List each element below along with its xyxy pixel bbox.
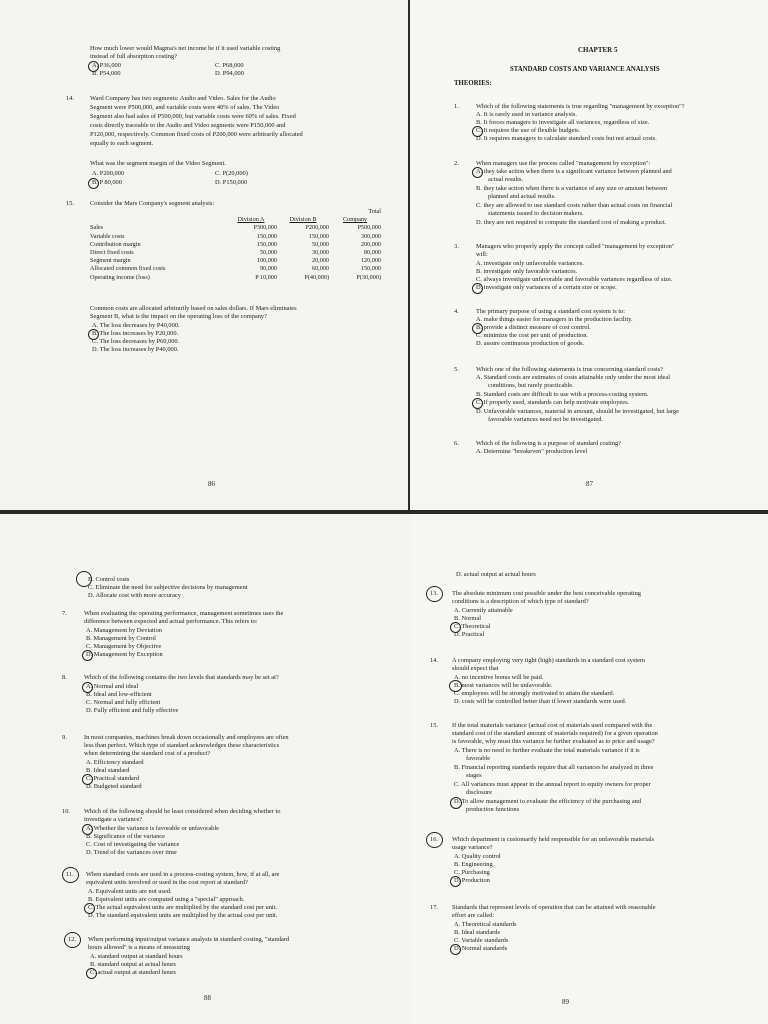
- choice: D. P150,000: [215, 179, 248, 186]
- choice: A. P200,000: [92, 170, 125, 177]
- choice: C. actual output at standard hours: [90, 969, 176, 976]
- choice: D. costs will be controlled better than if lower standards were used.: [454, 698, 627, 705]
- choice: B. Significance of the variance: [86, 833, 165, 840]
- question-number: 9.: [62, 734, 67, 741]
- answer-circle: [472, 323, 483, 334]
- question-number: 13.: [430, 590, 438, 597]
- question-number: 7.: [62, 610, 67, 617]
- table-header: Division A: [237, 216, 265, 224]
- question-circle: [62, 867, 79, 883]
- choice: D. Fully efficient and fully effective: [86, 707, 179, 714]
- question-text: less than perfect. Which type of standard acknowledges these characteristics: [84, 742, 280, 749]
- answer-circle: [449, 680, 462, 692]
- choice: D. actual output at actual hours: [456, 571, 536, 578]
- answer-circle: [472, 283, 483, 294]
- page-86: [0, 0, 410, 510]
- question-text: When standard costs are used in a process-costing system, how, if at all, are: [86, 871, 280, 878]
- choice: A. Management by Deviation: [86, 627, 162, 634]
- answer-circle: [82, 682, 93, 693]
- choice: C. Normal and fully efficient: [86, 699, 161, 706]
- choice: D. To allow management to evaluate the efficiency of the purchasing and: [454, 798, 642, 805]
- answer-circle: [82, 774, 93, 785]
- section-heading: THEORIES:: [454, 80, 492, 87]
- choice: B. Normal: [454, 615, 481, 622]
- question-text: Which department is customarily held responsible for an unfavorable materials: [452, 836, 655, 843]
- table-row: Allocated common fixed costs 90,000 60,000 150,000: [90, 265, 381, 273]
- choice: B. Equivalent units are computed using a "special" approach.: [88, 896, 245, 903]
- choice: B. Control costs: [88, 576, 130, 583]
- question-number: 15.: [430, 722, 438, 729]
- choice: D. Trend of the variances over time: [86, 849, 177, 856]
- question-text: Consider the Mars Company's segment analysis:: [90, 200, 215, 207]
- choice: A. Determine "breakeven" production level: [476, 448, 588, 455]
- choice: C. The actual equivalent units are multiplied by the standard cost per unit.: [88, 904, 278, 911]
- choice: B. investigate only favorable variances.: [476, 268, 578, 275]
- question-number: 14.: [66, 95, 74, 102]
- question-text: is favorable, why must this variance be further evaluated as to price and usage?: [452, 738, 655, 745]
- question-number: 5.: [454, 366, 459, 373]
- page-87: [410, 0, 768, 512]
- question-text: when determining the standard cost of a product?: [84, 750, 211, 757]
- table-row: Sales P300,000 P200,000 P500,000: [90, 224, 381, 232]
- question-text: Standards that represent levels of operation that can be attained with reasonable: [452, 904, 656, 911]
- question-text: What was the segment margin of the Video Segment.: [90, 160, 226, 167]
- choice: C. It requires the use of flexible budgets.: [476, 127, 581, 134]
- question-text: Segment also had sales of P500,000, but variable costs were 60% of sales. Fixed: [90, 113, 296, 120]
- answer-circle: [88, 178, 99, 189]
- choice: planned and actual results.: [488, 193, 556, 200]
- choice: favorable variances need not be investigated.: [488, 416, 603, 423]
- answer-circle: [472, 126, 483, 137]
- question-text: Which of the following contains the two levels that standards may be set at?: [84, 674, 279, 681]
- choice: C. Variable standards: [454, 937, 509, 944]
- question-number: 16.: [430, 836, 438, 843]
- question-circle: [64, 932, 81, 948]
- question-text: standard cost of the standard amount of materials required) for a given operation: [452, 730, 658, 737]
- question-number: 17.: [430, 904, 438, 911]
- choice: A. Currently attainable: [454, 607, 513, 614]
- question-text: conditions is a description of which type of standard?: [452, 598, 589, 605]
- choice: production functions: [466, 806, 520, 813]
- answer-circle: [450, 797, 462, 809]
- page-number: 87: [586, 480, 593, 488]
- choice: C. always investigate unfavorable and favorable variances regardless of size.: [476, 276, 673, 283]
- table-row: Segment margin 100,000 20,000 120,000: [90, 257, 381, 265]
- choice: A. Theoretical standards: [454, 921, 517, 928]
- choice: A. investigate only unfavorable variances.: [476, 260, 584, 267]
- question-text: should expect that: [452, 665, 499, 672]
- question-number: 6.: [454, 440, 459, 447]
- choice: C. If properly used, standards can help motivate employees.: [476, 399, 630, 406]
- choice: D. The loss increases by P40,000.: [92, 346, 179, 353]
- question-text: If the total materials variance (actual cost of materials used compared with the: [452, 722, 653, 729]
- choice: D. The standard equivalent units are multiplied by the actual cost per unit.: [88, 912, 278, 919]
- choice: B. provide a distinct measure of cost control.: [476, 324, 591, 331]
- choice: actual results.: [488, 176, 524, 183]
- choice: D. Management by Exception: [86, 651, 163, 658]
- choice: C. Management by Objective: [86, 643, 162, 650]
- question-number: 15.: [66, 200, 74, 207]
- question-text: effort are called:: [452, 912, 495, 919]
- choice: A. Equivalent units are not used.: [88, 888, 172, 895]
- question-text: Segment B, what is the impact on the operating loss of the company?: [90, 313, 267, 320]
- table-row: Direct fixed costs 50,000 30,000 80,000: [90, 248, 381, 256]
- answer-circle: [472, 167, 483, 178]
- answer-circle: [76, 571, 92, 587]
- choice: A. There is no need to further evaluate the total materials variance if it is: [454, 747, 640, 754]
- question-text: When evaluating the operating performance, management sometimes uses the: [84, 610, 284, 617]
- table-row: Contribution margin 150,000 50,000 200,000: [90, 240, 381, 248]
- table-header: Division B: [289, 216, 317, 224]
- question-text: A company employing very tight (high) standards in a standard cost system: [452, 657, 645, 664]
- choice: B. P54,000: [92, 70, 121, 77]
- choice: B. Financial reporting standards require that all variances be analyzed in three: [454, 764, 654, 771]
- question-text: Which one of the following statements is true concerning standard costs?: [476, 366, 664, 373]
- question-text: costs directly traceable to the Audio and Video segments were P150,000 and: [90, 122, 286, 129]
- answer-circle: [86, 968, 97, 979]
- question-text: Managers who properly apply the concept called "management by exception": [476, 243, 675, 250]
- choice: A. standard output at standard hours: [90, 953, 183, 960]
- choice: A. they take action when there is a significant variance between planned and: [476, 168, 672, 175]
- question-circle: [426, 586, 443, 602]
- question-text: When managers use the process called "management by exception":: [476, 160, 651, 167]
- answer-circle: [82, 824, 93, 835]
- question-number: 1.: [454, 103, 459, 110]
- question-text: instead of full absorption costing?: [90, 53, 177, 60]
- choice: D. It requires managers to calculate standard costs but not actual costs.: [476, 135, 657, 142]
- question-text: investigate a variance?: [84, 816, 143, 823]
- question-text: hours allowed" is a means of measuring: [88, 944, 190, 951]
- question-text: difference between expected and actual performance. This refers to:: [84, 618, 258, 625]
- chapter-heading: CHAPTER 5: [578, 46, 618, 54]
- choice: A. make things easier for managers in the production facility.: [476, 316, 633, 323]
- question-number: 14.: [430, 657, 438, 664]
- choice: A. P36,000: [92, 62, 121, 69]
- choice: A. Quality control: [454, 853, 501, 860]
- question-number: 3.: [454, 243, 459, 250]
- question-text: equally to each segment.: [90, 140, 154, 147]
- question-text: When performing input/output variance analysis in standard costing, "standard: [88, 936, 290, 943]
- question-text: Segment were P500,000, and variable costs were 40% of sales. The Video: [90, 104, 280, 111]
- answer-circle: [472, 398, 483, 409]
- choice: C. Practical standard: [86, 775, 140, 782]
- choice: B. The loss increases by P20,000.: [92, 330, 179, 337]
- choice: D. Production: [454, 877, 490, 884]
- choice: B. P 80,000: [92, 179, 122, 186]
- choice: A. The loss decreases by P40,000.: [92, 322, 180, 329]
- answer-circle: [450, 876, 461, 887]
- question-number: 2.: [454, 160, 459, 167]
- choice: disclosure: [466, 789, 492, 796]
- choice: D. Budgeted standard: [86, 783, 142, 790]
- choice: D. assure continuous production of goods.: [476, 340, 585, 347]
- page-88: [0, 514, 412, 1024]
- page-number: 86: [208, 480, 215, 488]
- choice: B. Ideal and low-efficient: [86, 691, 152, 698]
- question-text: equivalent units involved or used in the cost report at standard?: [86, 879, 248, 886]
- answer-circle: [82, 650, 93, 661]
- question-number: 8.: [62, 674, 67, 681]
- choice: B. they take action when there is a variance of any size or amount between: [476, 185, 668, 192]
- answer-circle: [88, 61, 99, 72]
- answer-circle: [450, 944, 461, 955]
- table-row: Operating income (loss) P 10,000 P(40,000) P(30,000): [90, 273, 381, 281]
- question-text: How much lower would Magma's net income be if it used variable costing: [90, 45, 281, 52]
- choice: B. It forces managers to investigate all variances, regardless of size.: [476, 119, 650, 126]
- table-total-label: Total: [368, 208, 381, 215]
- choice: statements issued to decision makers.: [488, 210, 584, 217]
- choice: D. Unfavorable variances, material in amount, should be investigated, but large: [476, 408, 679, 415]
- question-text: usage variance?: [452, 844, 493, 851]
- answer-circle: [88, 329, 99, 340]
- choice: B. most variances will be unfavorable.: [454, 682, 553, 689]
- choice: C. Purchasing: [454, 869, 490, 876]
- choice: C. P(20,000): [215, 170, 248, 177]
- choice: B. Standard costs are difficult to use with a process-costing system.: [476, 391, 649, 398]
- choice: D. investigate only variances of a certain size or scope.: [476, 284, 617, 291]
- table-header-row: [90, 216, 383, 224]
- choice: A. Efficiency standard: [86, 759, 144, 766]
- question-text: will:: [476, 251, 488, 258]
- question-text: The absolute minimum cost possible under the best conceivable operating: [452, 590, 642, 597]
- choice: D. they are not required to compute the standard cost of making a product.: [476, 219, 667, 226]
- choice: C. P68,000: [215, 62, 244, 69]
- choice: stages: [466, 772, 482, 779]
- answer-circle: [84, 903, 95, 914]
- segment-table: [90, 208, 383, 282]
- question-text: Which of the following should be least considered when deciding whether to: [84, 808, 281, 815]
- table-row: Variable costs 150,000 150,000 300,000: [90, 232, 381, 240]
- choice: C. The loss decreases by P60,000.: [92, 338, 180, 345]
- choice: D. P94,000: [215, 70, 244, 77]
- choice: B. standard output at actual hours: [90, 961, 176, 968]
- chapter-title: STANDARD COSTS AND VARIANCE ANALYSIS: [510, 66, 660, 73]
- table-header: Company: [342, 216, 368, 224]
- choice: D. Allocate cost with more accuracy: [88, 592, 181, 599]
- choice: D. Practical: [454, 631, 485, 638]
- question-number: 4.: [454, 308, 459, 315]
- question-text: P120,000, respectively. Common fixed costs of P200,000 were arbitrarily allocated: [90, 131, 303, 138]
- choice: A. Standard costs are estimates of costs attainable only under the most ideal: [476, 374, 670, 381]
- choice: C. employees will be strongly motivated to attain the standard.: [454, 690, 615, 697]
- choice: B. Ideal standard: [86, 767, 130, 774]
- question-number: 12.: [68, 936, 76, 943]
- question-number: 11.: [66, 871, 74, 878]
- question-text: Ward Company has two segments: Audio and Video. Sales for the Audio: [90, 95, 276, 102]
- question-circle: [426, 832, 443, 848]
- question-number: 10.: [62, 808, 70, 815]
- answer-circle: [450, 622, 461, 633]
- choice: C. Theoretical: [454, 623, 491, 630]
- choice: D. Normal standards: [454, 945, 508, 952]
- choice: A. no incentive bonus will be paid.: [454, 674, 544, 681]
- choice: favorable: [466, 755, 491, 762]
- question-text: In most companies, machines break down occasionally and employees are often: [84, 734, 289, 741]
- choice: A. Whether the variance is favorable or unfavorable: [86, 825, 219, 832]
- question-text: Common costs are allocated arbitrarily based on sales dollars. If Mars eliminates: [90, 305, 297, 312]
- choice: B. Engineering: [454, 861, 493, 868]
- choice: B. Management by Control: [86, 635, 156, 642]
- choice: C. Cost of investigating the variance: [86, 841, 180, 848]
- choice: A. Normal and ideal: [86, 683, 139, 690]
- choice: C. minimize the cost per unit of production.: [476, 332, 588, 339]
- choice: conditions, but rarely practicable.: [488, 382, 574, 389]
- choice: C. All variances must appear in the annual report to equity owners for proper: [454, 781, 651, 788]
- choice: B. Ideal standards: [454, 929, 500, 936]
- page-number: 89: [562, 998, 569, 1006]
- choice: C. they are allowed to use standard costs rather than actual costs on financial: [476, 202, 673, 209]
- choice: A. It is rarely used in variance analysis.: [476, 111, 577, 118]
- question-text: Which of the following statements is true regarding "management by exception"?: [476, 103, 685, 110]
- question-text: The primary purpose of using a standard cost system is to:: [476, 308, 626, 315]
- page-number: 88: [204, 994, 211, 1002]
- page-89: [412, 514, 768, 1024]
- question-text: Which of the following is a purpose of standard costing?: [476, 440, 621, 447]
- choice: C. Eliminate the need for subjective decisions by management: [88, 584, 248, 591]
